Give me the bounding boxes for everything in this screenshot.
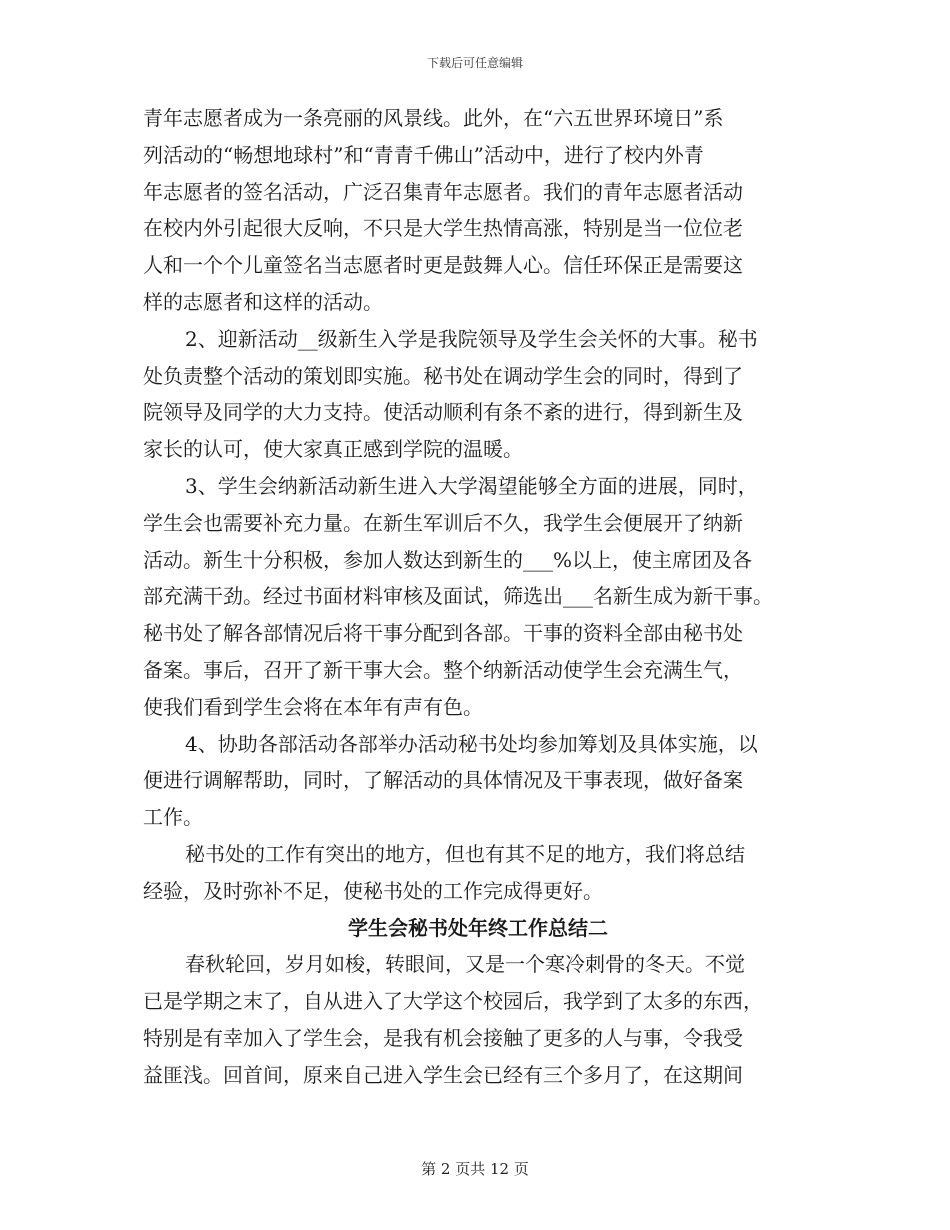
text-line: 样的志愿者和这样的活动。 — [143, 289, 383, 314]
text-line: 工作。 — [143, 805, 203, 830]
text-line: 青年志愿者成为一条亮丽的风景线。此外，在“六五世界环境日”系 — [143, 106, 724, 130]
text-line: 列活动的“畅想地球村”和“青青千佛山”活动中，进行了校内外青 — [143, 142, 704, 167]
text-line: 院领导及同学的大力支持。使活动顺利有条不紊的进行，得到新生及 — [143, 400, 743, 425]
text-line: 特别是有幸加入了学生会，是我有机会接触了更多的人与事，令我受 — [143, 1025, 743, 1050]
text-line: 秘书处了解各部情况后将干事分配到各部。干事的资料全部由秘书处 — [143, 621, 743, 646]
text-line: 益匪浅。回首间，原来自己进入学生会已经有三个多月了，在这期间 — [143, 1062, 743, 1087]
page-header: 下载后可任意编辑 — [426, 56, 523, 70]
text-line: 处负责整个活动的策划即实施。秘书处在调动学生会的同时，得到了 — [143, 363, 743, 388]
text-line: 备案。事后，召开了新干事大会。整个纳新活动使学生会充满生气， — [143, 657, 743, 682]
paragraph-first-line: 3、学生会纳新活动新生进入大学渴望能够全方面的进展，同时， — [185, 473, 758, 498]
text-line: 经验，及时弥补不足，使秘书处的工作完成得更好。 — [143, 878, 603, 903]
text-line: 人和一个个儿童签名当志愿者时更是鼓舞人心。信任环保正是需要这 — [143, 253, 743, 278]
paragraph-first-line: 秘书处的工作有突出的地方，但也有其不足的地方，我们将总结 — [185, 841, 745, 866]
text-line: 已是学期之末了，自从进入了大学这个校园后，我学到了太多的东西， — [143, 989, 763, 1014]
paragraph-first-line: 2、迎新活动__级新生入学是我院领导及学生会关怀的大事。秘书 — [185, 326, 758, 351]
paragraph-first-line: 4、协助各部活动各部举办活动秘书处均参加筹划及具体实施，以 — [185, 731, 758, 756]
page-footer: 第 2 页共 12 页 — [421, 1160, 529, 1178]
section-title: 学生会秘书处年终工作总结二 — [348, 915, 608, 940]
text-line: 学生会也需要补充力量。在新生军训后不久，我学生会便展开了纳新 — [143, 510, 743, 535]
text-line: 年志愿者的签名活动，广泛召集青年志愿者。我们的青年志愿者活动 — [143, 179, 743, 204]
text-line: 在校内外引起很大反响，不只是大学生热情高涨，特别是当一位位老 — [143, 216, 743, 241]
text-line: 使我们看到学生会将在本年有声有色。 — [143, 694, 483, 719]
text-line: 部充满干劲。经过书面材料审核及面试，筛选出___名新生成为新干事。 — [143, 584, 773, 609]
paragraph-first-line: 春秋轮回，岁月如梭，转眼间，又是一个寒冷刺骨的冬天。不觉 — [185, 952, 745, 977]
text-line: 活动。新生十分积极，参加人数达到新生的___%以上，使主席团及各 — [143, 547, 753, 572]
document-body — [143, 100, 813, 1094]
text-line: 便进行调解帮助，同时，了解活动的具体情况及干事表现，做好备案 — [143, 768, 743, 793]
text-line: 家长的认可，使大家真正感到学院的温暖。 — [143, 437, 523, 462]
